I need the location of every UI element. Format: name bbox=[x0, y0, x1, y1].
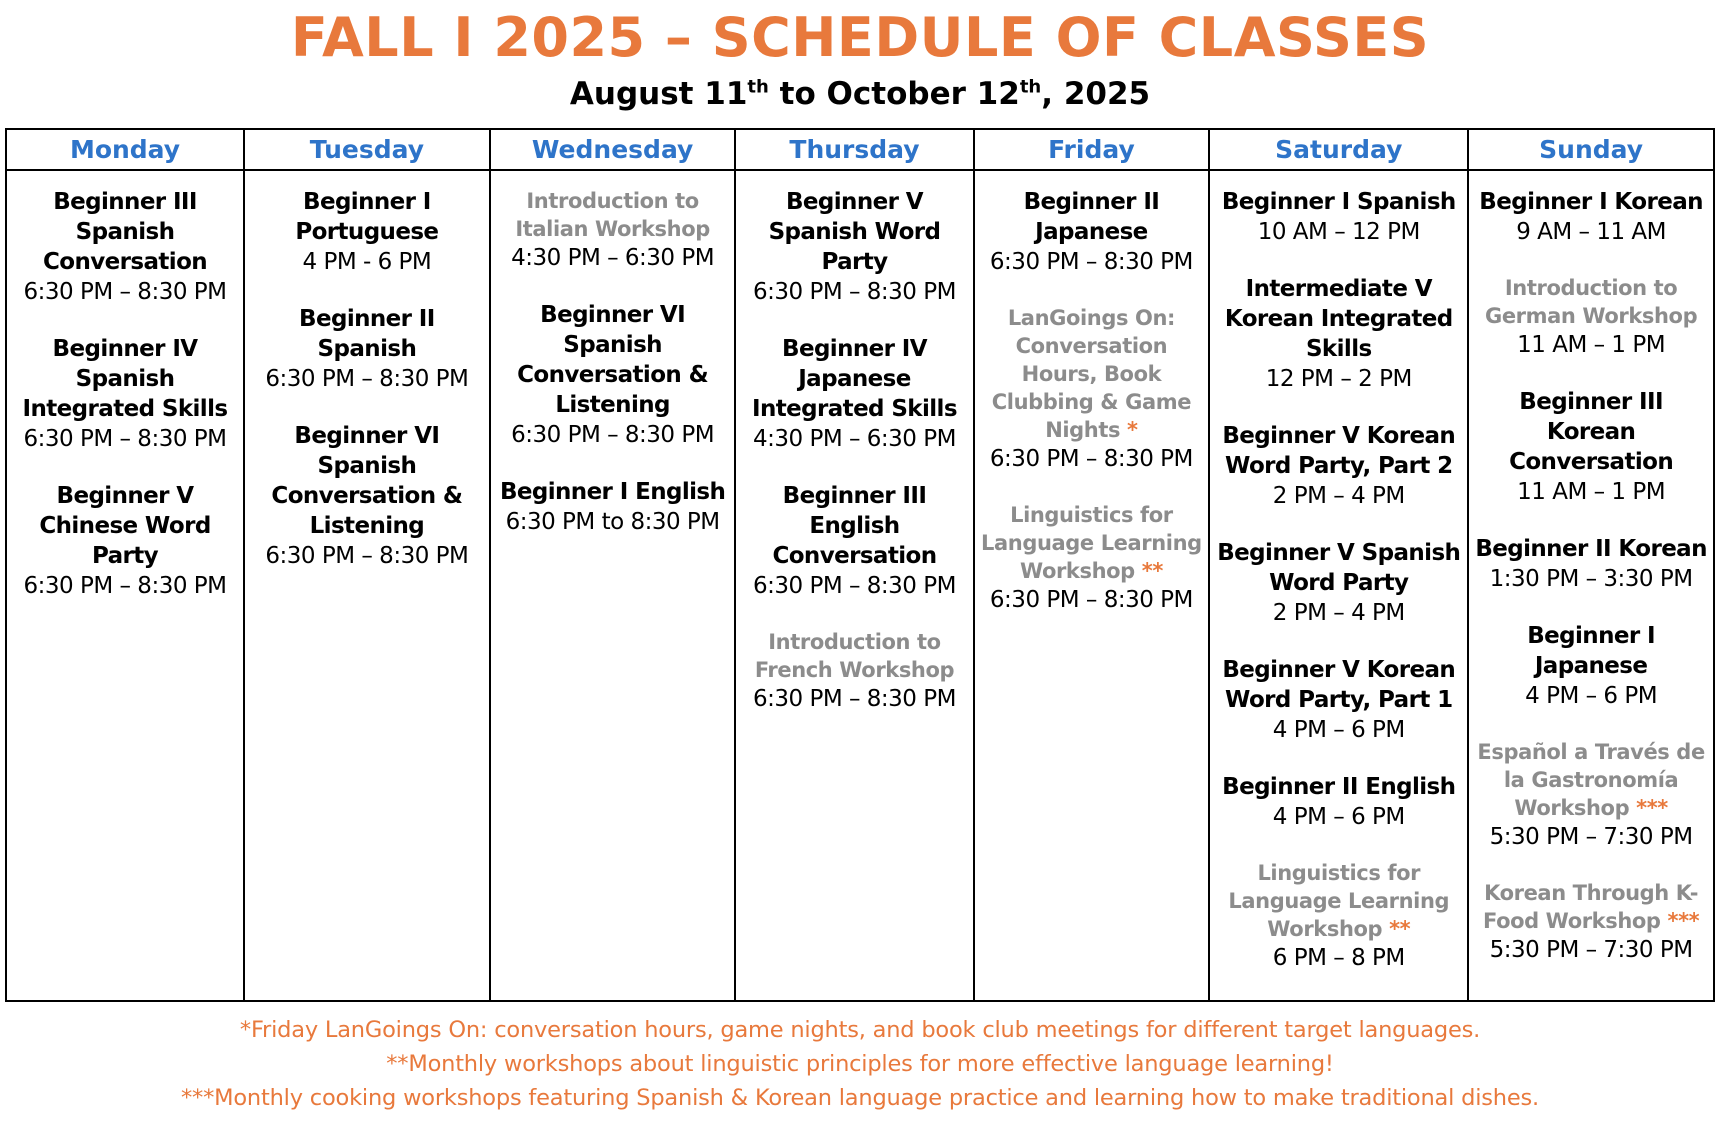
class-name bbox=[1475, 621, 1707, 681]
day-header-sunday: Sunday bbox=[1468, 129, 1714, 170]
class-time: 6 PM – 8 PM bbox=[1272, 945, 1405, 971]
class-name bbox=[742, 334, 966, 424]
class-time: 6:30 PM – 8:30 PM bbox=[989, 249, 1193, 275]
class-entry bbox=[742, 187, 966, 307]
day-column-sunday bbox=[1468, 170, 1714, 1001]
class-entry bbox=[497, 300, 729, 450]
class-entry bbox=[497, 477, 729, 537]
class-name bbox=[1475, 274, 1707, 330]
day-header-monday: Monday bbox=[6, 129, 244, 170]
class-time: 5:30 PM – 7:30 PM bbox=[1489, 937, 1693, 963]
class-name bbox=[497, 300, 729, 420]
footnote-cooking-workshops: ***Monthly cooking workshops featuring Spanish & Korean language practice and learning how to make traditional dishes. bbox=[181, 1085, 1539, 1111]
class-name-text: Beginner I English bbox=[499, 479, 726, 505]
class-time: 6:30 PM to 8:30 PM bbox=[505, 509, 720, 535]
class-time: 2 PM – 4 PM bbox=[1272, 600, 1405, 626]
class-name bbox=[1475, 738, 1707, 822]
class-time: 11 AM – 1 PM bbox=[1517, 332, 1666, 358]
day-header-saturday: Saturday bbox=[1209, 129, 1468, 170]
class-entry bbox=[1475, 621, 1707, 711]
day-column-saturday bbox=[1209, 170, 1468, 1001]
class-time: 6:30 PM – 8:30 PM bbox=[752, 279, 956, 305]
schedule-table bbox=[5, 128, 1715, 1002]
class-time: 4 PM – 6 PM bbox=[1272, 717, 1405, 743]
class-time: 12 PM – 2 PM bbox=[1265, 366, 1412, 392]
class-name-text: Beginner I Spanish bbox=[1221, 189, 1456, 215]
class-name-text: Beginner VI Spanish Conversation & Listening bbox=[517, 302, 709, 418]
class-time: 4 PM – 6 PM bbox=[1272, 804, 1405, 830]
workshop-entry bbox=[1216, 859, 1461, 973]
day-header-row bbox=[6, 129, 1714, 170]
class-entry bbox=[1475, 387, 1707, 507]
class-entry bbox=[13, 187, 237, 307]
footnotes bbox=[0, 1013, 1720, 1115]
class-name bbox=[1475, 534, 1707, 564]
class-entry bbox=[1216, 655, 1461, 745]
class-name-text: Beginner II Japanese bbox=[1023, 189, 1160, 245]
workshop-entry bbox=[497, 187, 729, 273]
class-time: 6:30 PM – 8:30 PM bbox=[752, 573, 956, 599]
day-column-tuesday bbox=[244, 170, 490, 1001]
class-time: 10 AM – 12 PM bbox=[1257, 219, 1420, 245]
class-entry bbox=[742, 334, 966, 454]
class-name bbox=[981, 304, 1203, 444]
class-entry bbox=[251, 304, 483, 394]
day-header-tuesday: Tuesday bbox=[244, 129, 490, 170]
class-entry bbox=[1216, 187, 1461, 247]
class-name-text: Beginner V Spanish Word Party bbox=[1217, 540, 1461, 596]
class-time: 11 AM – 1 PM bbox=[1517, 479, 1666, 505]
class-name-text: Beginner V Korean Word Party, Part 2 bbox=[1222, 423, 1456, 479]
class-name-text: Beginner II Spanish bbox=[299, 306, 435, 362]
day-header-friday: Friday bbox=[974, 129, 1210, 170]
day-header-thursday: Thursday bbox=[735, 129, 973, 170]
class-name-text: Linguistics for Language Learning Workshop bbox=[1228, 861, 1450, 941]
class-name bbox=[981, 501, 1203, 585]
class-name bbox=[742, 481, 966, 571]
class-time: 2 PM – 4 PM bbox=[1272, 483, 1405, 509]
class-name bbox=[251, 421, 483, 541]
class-entry bbox=[251, 421, 483, 571]
workshop-entry bbox=[981, 304, 1203, 474]
class-name bbox=[1216, 772, 1461, 802]
class-name-text: Intermediate V Korean Integrated Skills bbox=[1224, 276, 1453, 362]
day-header-wednesday: Wednesday bbox=[490, 129, 736, 170]
date-range-start: August 11 bbox=[569, 76, 748, 112]
class-name-text: Beginner III Spanish Conversation bbox=[42, 189, 208, 275]
class-name bbox=[1475, 387, 1707, 477]
class-entry bbox=[742, 481, 966, 601]
class-name-text: Korean Through K-Food Workshop bbox=[1482, 881, 1699, 933]
workshop-entry bbox=[981, 501, 1203, 615]
class-time: 6:30 PM – 8:30 PM bbox=[989, 446, 1193, 472]
class-name bbox=[1216, 538, 1461, 598]
footnote-friday-langoings: *Friday LanGoings On: conversation hours, game nights, and book club meetings for different target languages. bbox=[239, 1017, 1481, 1043]
class-time: 5:30 PM – 7:30 PM bbox=[1489, 824, 1693, 850]
class-time: 6:30 PM – 8:30 PM bbox=[265, 543, 469, 569]
class-name-text: Beginner V Spanish Word Party bbox=[768, 189, 941, 275]
class-entry bbox=[13, 334, 237, 454]
class-name-text: Beginner V Korean Word Party, Part 1 bbox=[1222, 657, 1456, 713]
class-time: 6:30 PM – 8:30 PM bbox=[752, 686, 956, 712]
class-name bbox=[13, 481, 237, 571]
class-name-text: Beginner II English bbox=[1222, 774, 1456, 800]
date-range-mid: to October 12 bbox=[768, 76, 1020, 112]
class-time: 9 AM – 11 AM bbox=[1516, 219, 1667, 245]
class-name bbox=[1216, 274, 1461, 364]
class-name-text: Beginner III Korean Conversation bbox=[1509, 389, 1674, 475]
class-name-text: Beginner II Korean bbox=[1475, 536, 1707, 562]
class-time: 4:30 PM – 6:30 PM bbox=[511, 245, 715, 271]
class-entry bbox=[1216, 274, 1461, 394]
workshop-entry bbox=[1475, 879, 1707, 965]
class-name bbox=[497, 477, 729, 507]
class-name bbox=[1216, 187, 1461, 217]
footnote-marker: *** bbox=[1636, 796, 1668, 820]
day-column-thursday bbox=[735, 170, 973, 1001]
day-column-wednesday bbox=[490, 170, 736, 1001]
class-name-text: Beginner IV Japanese Integrated Skills bbox=[752, 336, 957, 422]
class-name bbox=[251, 187, 483, 247]
class-name-text: Linguistics for Language Learning Workshop bbox=[981, 503, 1202, 583]
page-title: FALL I 2025 – SCHEDULE OF CLASSES bbox=[290, 6, 1430, 69]
date-range-start-suffix: th bbox=[747, 76, 769, 98]
class-name-text: Introduction to French Workshop bbox=[754, 630, 955, 682]
class-name bbox=[13, 334, 237, 424]
day-column-monday bbox=[6, 170, 244, 1001]
footnote-marker: ** bbox=[1389, 917, 1411, 941]
class-name-text: Beginner IV Spanish Integrated Skills bbox=[22, 336, 228, 422]
class-entry bbox=[1475, 534, 1707, 594]
class-time: 6:30 PM – 8:30 PM bbox=[23, 279, 227, 305]
date-range-end-suffix: th bbox=[1019, 76, 1042, 98]
class-time: 4:30 PM – 6:30 PM bbox=[752, 426, 956, 452]
class-name-text: Beginner I Japanese bbox=[1527, 623, 1655, 679]
class-time: 6:30 PM – 8:30 PM bbox=[989, 587, 1193, 613]
class-name bbox=[13, 187, 237, 277]
footnote-marker: ** bbox=[1141, 559, 1163, 583]
footnote-linguistics-workshops: **Monthly workshops about linguistic principles for more effective language learning! bbox=[386, 1051, 1334, 1077]
class-name bbox=[742, 628, 966, 684]
class-name-text: LanGoings On: Conversation Hours, Book Clubbing & Game Nights bbox=[991, 306, 1192, 442]
class-time: 6:30 PM – 8:30 PM bbox=[265, 366, 469, 392]
class-name-text: Introduction to Italian Workshop bbox=[515, 189, 710, 241]
class-time: 6:30 PM – 8:30 PM bbox=[23, 573, 227, 599]
class-name bbox=[1216, 655, 1461, 715]
class-entry bbox=[1216, 772, 1461, 832]
class-name bbox=[1475, 187, 1707, 217]
class-entry bbox=[1216, 421, 1461, 511]
class-time: 4 PM – 6 PM bbox=[1525, 683, 1658, 709]
footnote-marker: * bbox=[1127, 418, 1138, 442]
class-time: 6:30 PM – 8:30 PM bbox=[511, 422, 715, 448]
workshop-entry bbox=[1475, 274, 1707, 360]
class-time: 1:30 PM – 3:30 PM bbox=[1489, 566, 1693, 592]
class-name bbox=[1475, 879, 1707, 935]
class-entry bbox=[1216, 538, 1461, 628]
date-range bbox=[0, 74, 1720, 114]
class-name-text: Beginner III English Conversation bbox=[772, 483, 937, 569]
class-name bbox=[981, 187, 1203, 247]
class-name-text: Español a Través de la Gastronomía Workshop bbox=[1477, 740, 1705, 820]
class-name bbox=[1216, 859, 1461, 943]
class-name bbox=[742, 187, 966, 277]
class-name bbox=[1216, 421, 1461, 481]
class-name-text: Beginner VI Spanish Conversation & Listening bbox=[271, 423, 463, 539]
class-name bbox=[497, 187, 729, 243]
class-name-text: Beginner I Korean bbox=[1479, 189, 1703, 215]
classes-row bbox=[6, 170, 1714, 1001]
class-name bbox=[251, 304, 483, 364]
workshop-entry bbox=[742, 628, 966, 714]
class-time: 4 PM - 6 PM bbox=[302, 249, 432, 275]
class-entry bbox=[251, 187, 483, 277]
class-name-text: Beginner V Chinese Word Party bbox=[39, 483, 211, 569]
day-column-friday bbox=[974, 170, 1210, 1001]
footnote-marker: *** bbox=[1667, 909, 1700, 933]
class-time: 6:30 PM – 8:30 PM bbox=[23, 426, 227, 452]
class-entry bbox=[981, 187, 1203, 277]
class-entry bbox=[1475, 187, 1707, 247]
class-entry bbox=[13, 481, 237, 601]
class-name-text: Beginner I Portuguese bbox=[295, 189, 439, 245]
date-range-year: , 2025 bbox=[1041, 76, 1151, 112]
workshop-entry bbox=[1475, 738, 1707, 852]
class-name-text: Introduction to German Workshop bbox=[1484, 276, 1698, 328]
